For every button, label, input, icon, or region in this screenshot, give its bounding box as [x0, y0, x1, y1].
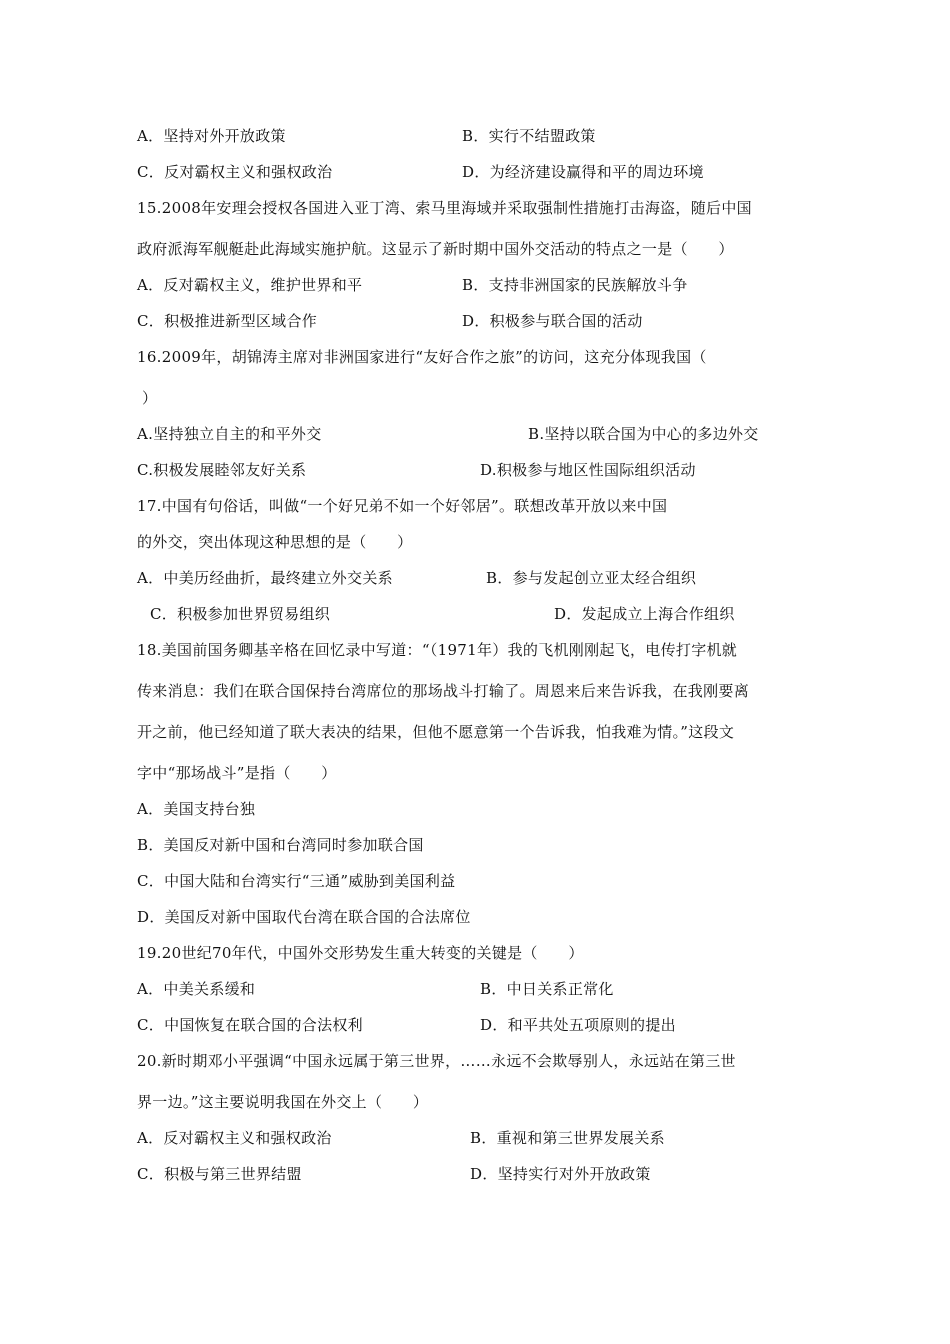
q20-option-c: C．积极与第三世界结盟	[137, 1165, 302, 1183]
q20-stem-line1: 20.新时期邓小平强调“中国永远属于第三世界，……永远不会欺辱别人，永远站在第三世	[137, 1052, 736, 1070]
q20-option-a: A．反对霸权主义和强权政治	[137, 1129, 332, 1147]
q18-option-b: B．美国反对新中国和台湾同时参加联合国	[137, 836, 424, 854]
q19-option-a: A．中美关系缓和	[137, 980, 256, 998]
q20-stem-line2: 界一边。”这主要说明我国在外交上（ ）	[137, 1093, 429, 1111]
q14-option-a: A．坚持对外开放政策	[137, 127, 286, 145]
q20-option-b: B．重视和第三世界发展关系	[470, 1129, 665, 1147]
q19-option-b: B．中日关系正常化	[480, 980, 614, 998]
q18-stem-line1: 18.美国前国务卿基辛格在回忆录中写道：“（1971年）我的飞机刚刚起飞，电传打字机就	[137, 641, 738, 659]
q15-stem-line1: 15.2008年安理会授权各国进入亚丁湾、索马里海域并采取强制性措施打击海盗，随后中国	[137, 199, 752, 217]
q15-option-c: C．积极推进新型区域合作	[137, 312, 318, 330]
q15-option-a: A．反对霸权主义，维护世界和平	[137, 276, 363, 294]
q16-option-c: C.积极发展睦邻友好关系	[137, 461, 307, 479]
q17-option-b: B．参与发起创立亚太经合组织	[486, 569, 697, 587]
q14-option-b: B．实行不结盟政策	[462, 127, 596, 145]
q16-stem-line1: 16.2009年，胡锦涛主席对非洲国家进行“友好合作之旅”的访问，这充分体现我国（	[137, 348, 707, 366]
q17-stem-line1: 17.中国有句俗话，叫做“一个好兄弟不如一个好邻居”。联想改革开放以来中国	[137, 497, 668, 515]
q18-stem-line4: 字中“那场战斗”是指（ ）	[137, 764, 337, 782]
q15-stem-line2: 政府派海军舰艇赴此海域实施护航。这显示了新时期中国外交活动的特点之一是（ ）	[137, 240, 734, 258]
q14-option-d: D．为经济建设赢得和平的周边环境	[462, 163, 704, 181]
q20-option-d: D．坚持实行对外开放政策	[470, 1165, 651, 1183]
q16-option-d: D.积极参与地区性国际组织活动	[480, 461, 696, 479]
q17-stem-line2: 的外交，突出体现这种思想的是（ ）	[137, 533, 413, 551]
q17-option-d: D．发起成立上海合作组织	[554, 605, 735, 623]
q17-option-a: A．中美历经曲折，最终建立外交关系	[137, 569, 393, 587]
q19-option-c: C．中国恢复在联合国的合法权利	[137, 1016, 363, 1034]
q18-stem-line2: 传来消息：我们在联合国保持台湾席位的那场战斗打输了。周恩来后来告诉我，在我刚要离	[137, 682, 750, 700]
q17-option-c: C．积极参加世界贸易组织	[150, 605, 331, 623]
q18-option-a: A．美国支持台独	[137, 800, 256, 818]
q18-option-d: D．美国反对新中国取代台湾在联合国的合法席位	[137, 908, 471, 926]
q15-option-d: D．积极参与联合国的活动	[462, 312, 643, 330]
q16-stem-line2: ）	[142, 389, 158, 407]
q15-option-b: B．支持非洲国家的民族解放斗争	[462, 276, 688, 294]
q14-option-c: C．反对霸权主义和强权政治	[137, 163, 333, 181]
q19-stem-line1: 19.20世纪70年代，中国外交形势发生重大转变的关键是（ ）	[137, 944, 584, 962]
q18-option-c: C．中国大陆和台湾实行“三通”威胁到美国利益	[137, 872, 456, 890]
q19-option-d: D．和平共处五项原则的提出	[480, 1016, 676, 1034]
q16-option-a: A.坚持独立自主的和平外交	[137, 425, 322, 443]
q16-option-b: B.坚持以联合国为中心的多边外交	[528, 425, 759, 443]
q18-stem-line3: 开之前，他已经知道了联大表决的结果，但他不愿意第一个告诉我，怕我难为情。”这段文	[137, 723, 735, 741]
